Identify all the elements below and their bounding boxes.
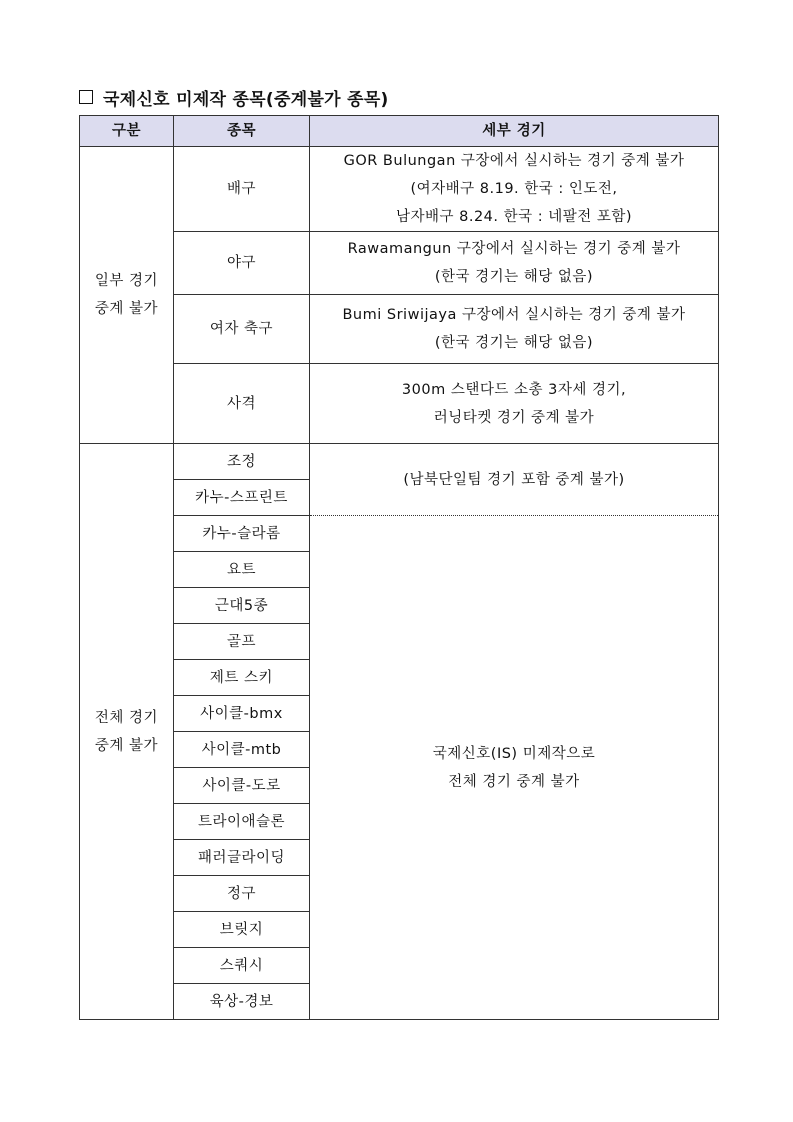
header-detail: 세부 경기 (310, 116, 719, 147)
detail-line: (한국 경기는 해당 없음) (434, 335, 594, 351)
category-partial (80, 147, 174, 444)
sport-cell: 사격 (174, 364, 310, 444)
table-row (80, 232, 719, 295)
table-row (80, 364, 719, 444)
sport-cell: 제트 스키 (174, 660, 310, 696)
detail-cell: (남북단일팀 경기 포함 중계 불가) (310, 444, 719, 516)
sport-cell: 사이클-mtb (174, 732, 310, 768)
sport-cell: 스쿼시 (174, 948, 310, 984)
sport-cell: 요트 (174, 552, 310, 588)
category-full (80, 444, 174, 1020)
sport-cell: 패러글라이딩 (174, 840, 310, 876)
detail-line: 러닝타켓 경기 중계 불가 (433, 409, 595, 426)
category-partial-line1: 일부 경기 (94, 273, 159, 289)
checkbox-square-icon (79, 90, 93, 104)
sport-cell: 카누-슬라롬 (174, 516, 310, 552)
table-row (80, 295, 719, 364)
category-partial-line2: 중계 불가 (94, 301, 159, 317)
detail-line: (여자배구 8.19. 한국 : 인도전, (410, 181, 618, 197)
header-sport: 종목 (174, 116, 310, 147)
sport-cell: 사이클-bmx (174, 696, 310, 732)
sport-cell: 사이클-도로 (174, 768, 310, 804)
page-title-text: 국제신호 미제작 종목(중계불가 종목) (103, 89, 389, 110)
table-row (80, 147, 719, 232)
sport-cell: 브릿지 (174, 912, 310, 948)
detail-line: 국제신호(IS) 미제작으로 (432, 745, 596, 762)
detail-cell (310, 232, 719, 295)
category-full-line1: 전체 경기 (94, 709, 159, 726)
detail-line: (한국 경기는 해당 없음) (434, 269, 594, 285)
table-row (80, 516, 719, 552)
sport-cell: 야구 (174, 232, 310, 295)
sport-cell: 정구 (174, 876, 310, 912)
header-category: 구분 (80, 116, 174, 147)
detail-cell (310, 147, 719, 232)
detail-line: Rawamangun 구장에서 실시하는 경기 중계 불가 (347, 241, 681, 257)
sport-cell: 근대5종 (174, 588, 310, 624)
header-row (80, 116, 719, 147)
broadcast-restriction-table (79, 115, 719, 1020)
table-row (80, 444, 719, 480)
category-full-line2: 중계 불가 (94, 737, 159, 754)
detail-cell (310, 295, 719, 364)
detail-line: Bumi Sriwijaya 구장에서 실시하는 경기 중계 불가 (342, 307, 686, 323)
detail-line: 300m 스탠다드 소총 3자세 경기, (401, 381, 627, 398)
sport-cell: 트라이애슬론 (174, 804, 310, 840)
detail-line: GOR Bulungan 구장에서 실시하는 경기 중계 불가 (343, 153, 685, 169)
sport-cell: 골프 (174, 624, 310, 660)
detail-cell (310, 364, 719, 444)
detail-line: 남자배구 8.24. 한국 : 네팔전 포함) (395, 209, 633, 225)
sport-cell: 육상-경보 (174, 984, 310, 1020)
detail-line: 전체 경기 중계 불가 (448, 773, 580, 790)
sport-cell: 여자 축구 (174, 295, 310, 364)
detail-cell (310, 516, 719, 1020)
page-title (79, 84, 389, 110)
sport-cell: 카누-스프린트 (174, 480, 310, 516)
sport-cell: 조정 (174, 444, 310, 480)
sport-cell: 배구 (174, 147, 310, 232)
